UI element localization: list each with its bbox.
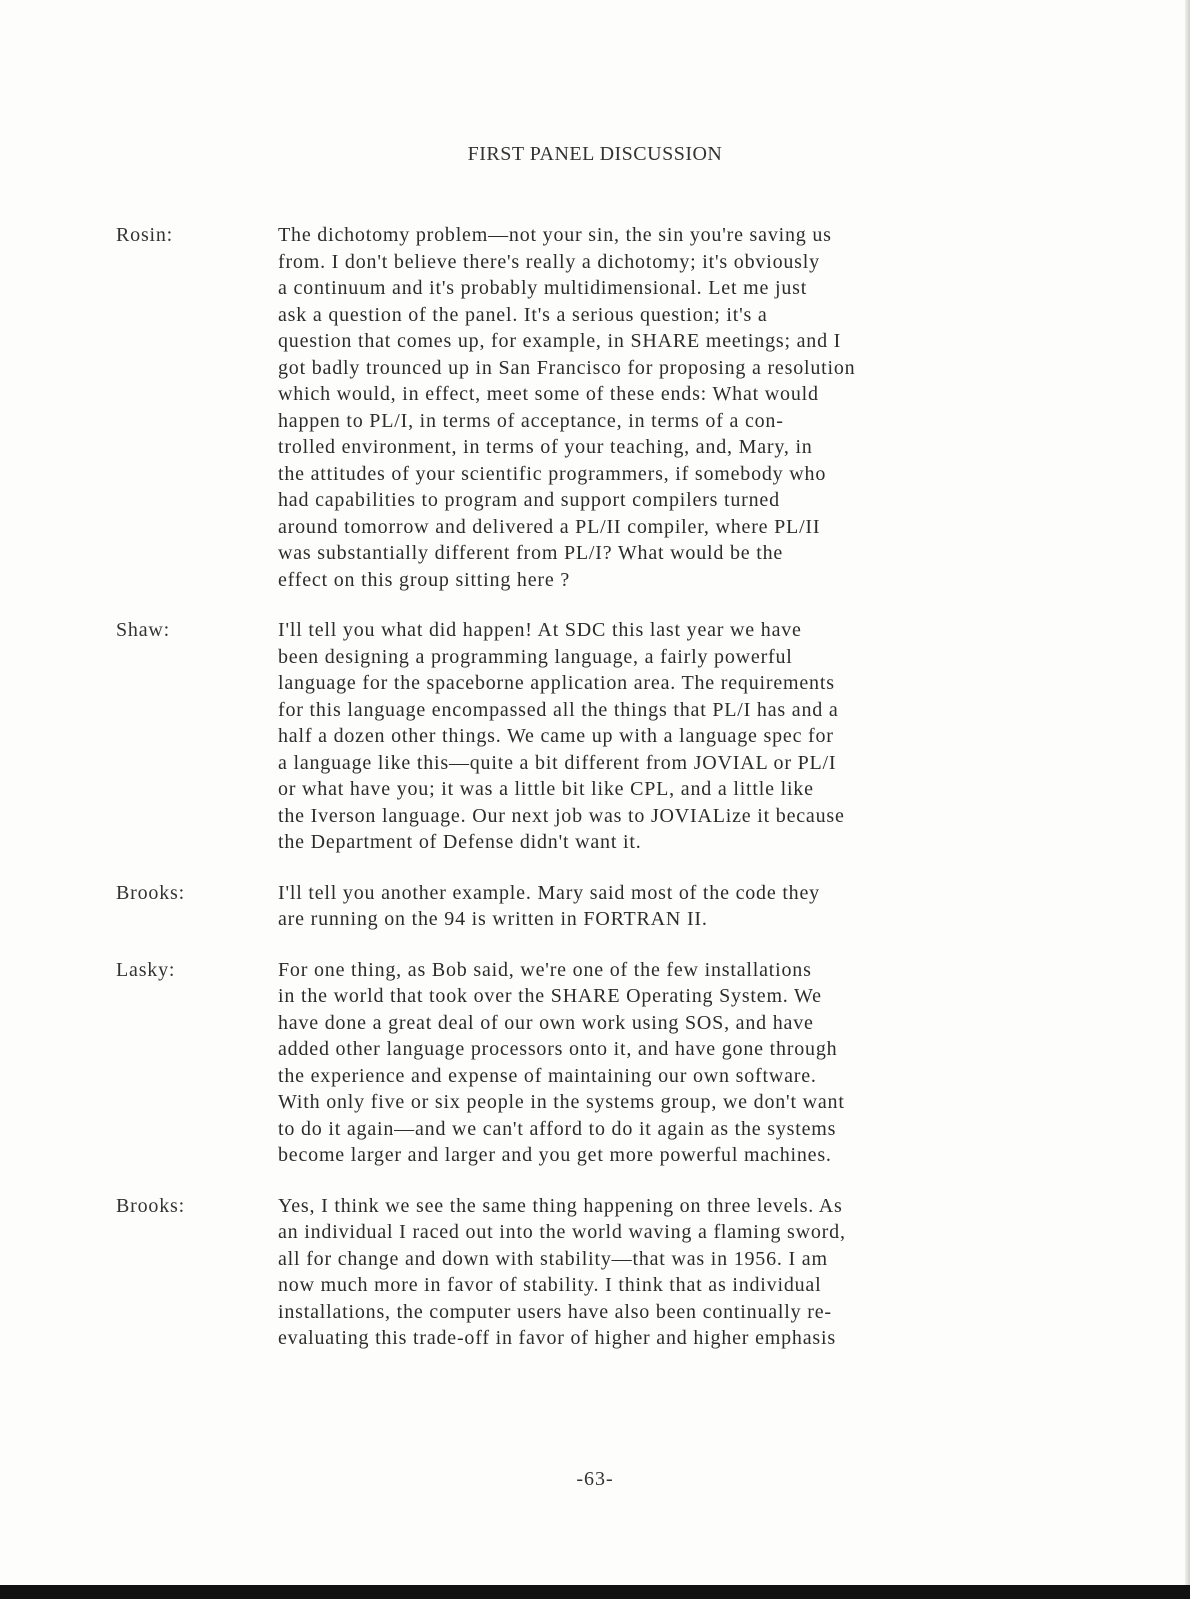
text-line: become larger and larger and you get more powerful machines. [278, 1144, 832, 1166]
text-line: the Department of Defense didn't want it. [278, 831, 642, 853]
text-line: evaluating this trade-off in favor of higher and higher emphasis [278, 1327, 836, 1349]
text-line: or what have you; it was a little bit like CPL, and a little like [278, 778, 814, 800]
speaker-entry [0, 1193, 1190, 1352]
text-line: added other language processors onto it, and have gone through [278, 1038, 838, 1060]
text-line: which would, in effect, meet some of these ends: What would [278, 383, 819, 405]
text-line: the attitudes of your scientific programmers, if somebody who [278, 462, 827, 485]
text-line: happen to PL/I, in terms of acceptance, in terms of a con- [278, 409, 784, 432]
text-line: With only five or six people in the systems group, we don't want [278, 1091, 845, 1113]
speaker-remarks [278, 1193, 1078, 1352]
speaker-entry [0, 880, 1190, 933]
speaker-name: Shaw: [116, 619, 170, 641]
text-line: I'll tell you another example. Mary said most of the code they [278, 881, 820, 904]
text-line: For one thing, as Bob said, we're one of the few installations [278, 958, 812, 981]
text-line: now much more in favor of stability. I think that as individual [278, 1274, 822, 1296]
text-line: language for the spaceborne application area. The requirements [278, 672, 835, 694]
speaker-name: Lasky: [116, 958, 176, 981]
text-line: the Iverson language. Our next job was to JOVIALize it because [278, 804, 845, 827]
speaker-remarks [278, 617, 1078, 856]
text-line: I'll tell you what did happen! At SDC this last year we have [278, 619, 802, 641]
discussion-transcript [0, 222, 1190, 1376]
text-line: all for change and down with stability—that was in 1956. I am [278, 1247, 828, 1270]
speaker-remarks [278, 222, 1078, 593]
text-line: trolled environment, in terms of your teaching, and, Mary, in [278, 436, 813, 458]
speaker-name: Brooks: [116, 1194, 185, 1217]
text-line: Yes, I think we see the same thing happening on three levels. As [278, 1194, 843, 1217]
text-line: question that comes up, for example, in SHARE meetings; and I [278, 330, 842, 352]
text-line: been designing a programming language, a fairly powerful [278, 645, 793, 668]
speaker-entry [0, 957, 1190, 1169]
speaker-entry [0, 222, 1190, 593]
speaker-remarks [278, 880, 1078, 933]
text-line: the experience and expense of maintaining our own software. [278, 1064, 817, 1087]
text-line: a language like this—quite a bit different from JOVIAL or PL/I [278, 751, 837, 774]
text-line: have done a great deal of our own work using SOS, and have [278, 1011, 814, 1034]
scan-edge [1185, 0, 1190, 1599]
page-number: -63- [576, 1468, 614, 1490]
text-line: an individual I raced out into the world waving a flaming sword, [278, 1221, 846, 1243]
text-line: are running on the 94 is written in FORTRAN II. [278, 908, 708, 930]
page-title: FIRST PANEL DISCUSSION [467, 143, 723, 165]
text-line: The dichotomy problem—not your sin, the sin you're saving us [278, 224, 832, 246]
speaker-remarks [278, 957, 1078, 1169]
text-line: ask a question of the panel. It's a serious question; it's a [278, 303, 768, 326]
text-line: was substantially different from PL/I? What would be the [278, 542, 784, 564]
text-line: half a dozen other things. We came up with a language spec for [278, 725, 834, 747]
text-line: in the world that took over the SHARE Operating System. We [278, 985, 822, 1007]
text-line: for this language encompassed all the things that PL/I has and a [278, 698, 839, 721]
speaker-name: Rosin: [116, 224, 174, 246]
speaker-entry [0, 617, 1190, 856]
text-line: around tomorrow and delivered a PL/II compiler, where PL/II [278, 515, 821, 538]
text-line: got badly trounced up in San Francisco for proposing a resolution [278, 356, 856, 379]
text-line: to do it again—and we can't afford to do it again as the systems [278, 1117, 837, 1140]
text-line: had capabilities to program and support compilers turned [278, 489, 780, 511]
text-line: effect on this group sitting here ? [278, 568, 571, 591]
scan-bottom-border [0, 1585, 1190, 1599]
text-line: from. I don't believe there's really a dichotomy; it's obviously [278, 250, 820, 273]
text-line: installations, the computer users have also been continually re- [278, 1300, 832, 1323]
speaker-name: Brooks: [116, 881, 185, 904]
text-line: a continuum and it's probably multidimensional. Let me just [278, 277, 808, 299]
